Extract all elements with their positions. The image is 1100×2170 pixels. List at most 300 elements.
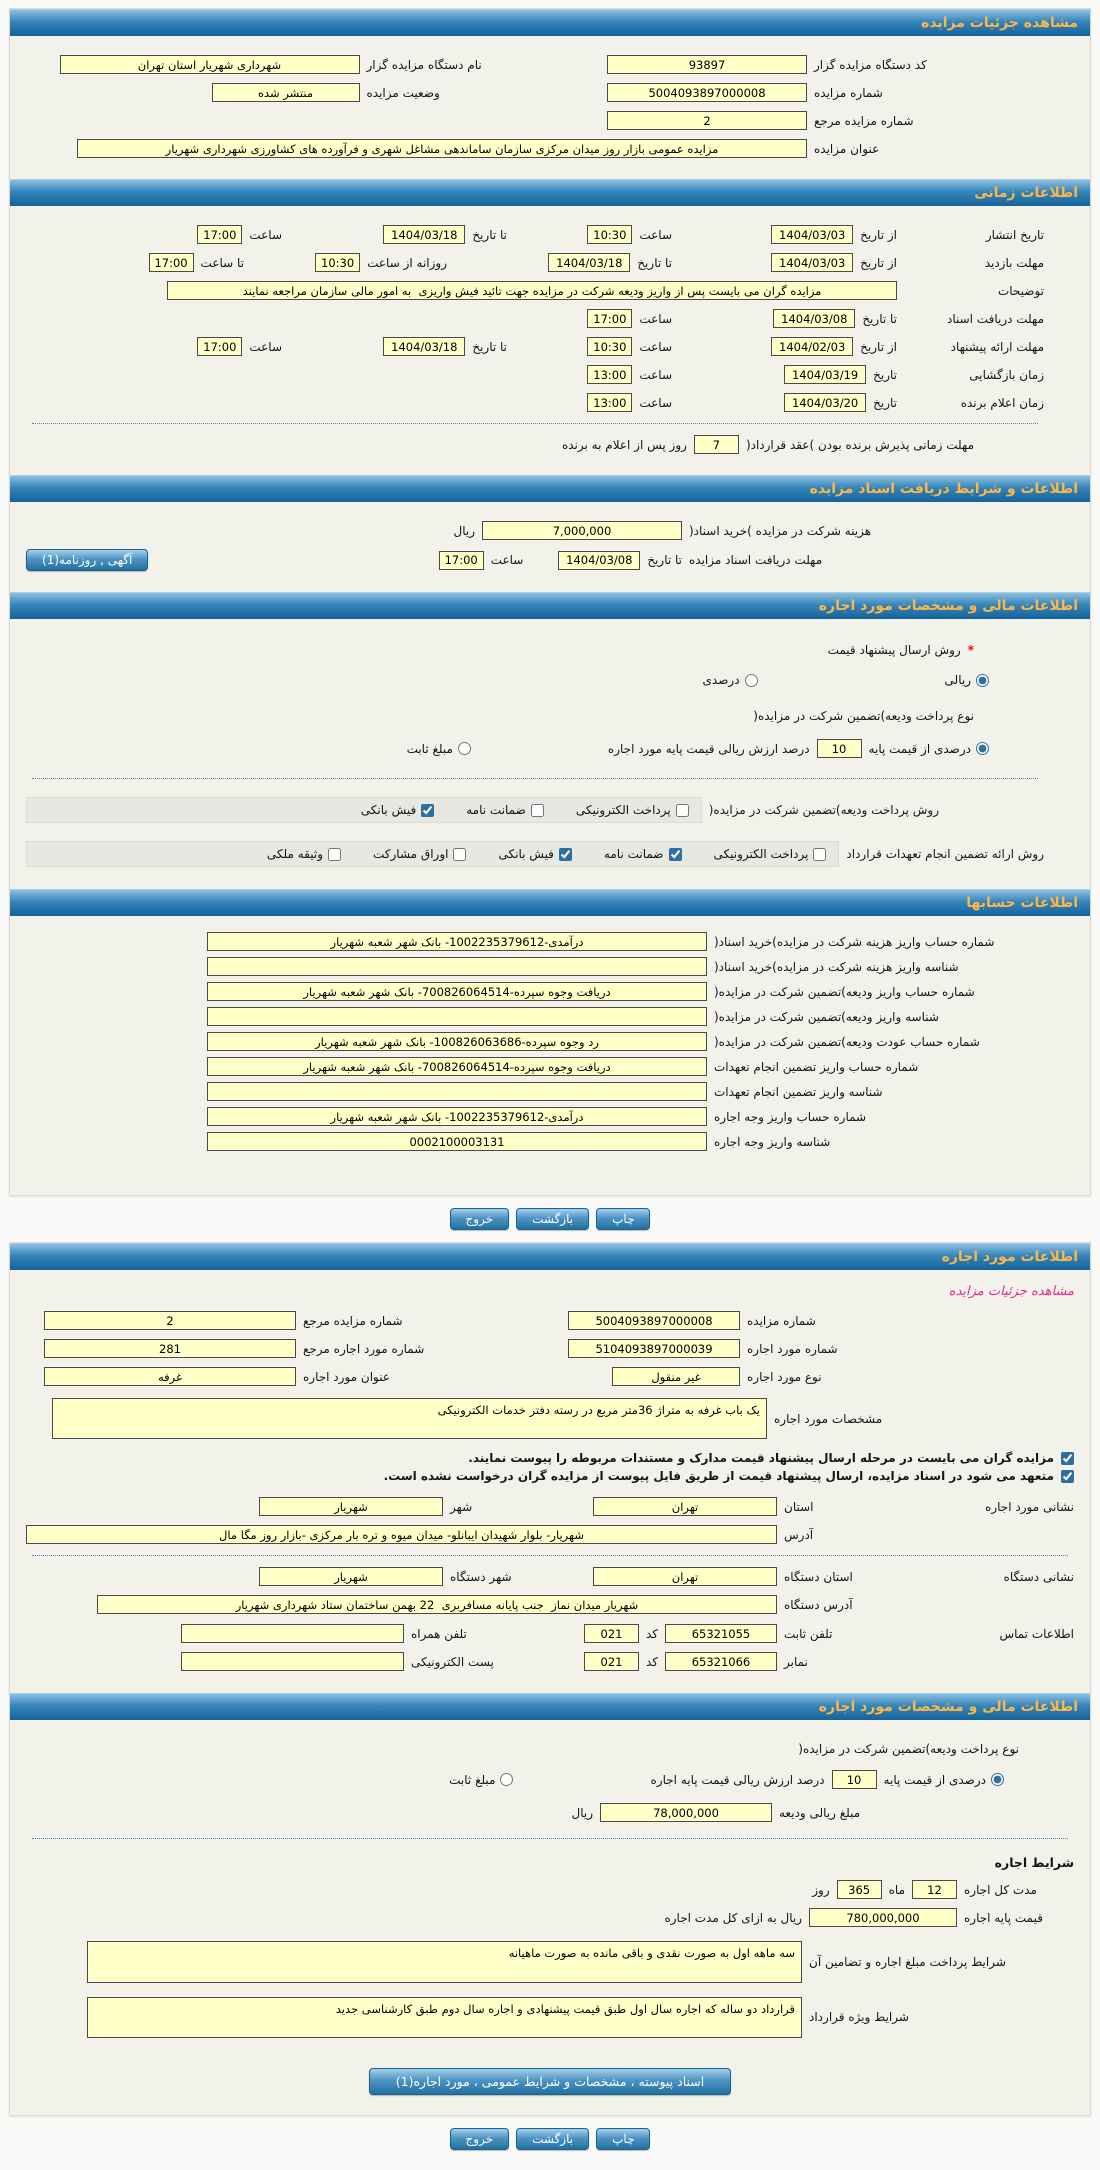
row-item-province-city (26, 1497, 894, 1516)
row-title (26, 139, 1044, 158)
email-label: پست الکترونیکی (410, 1654, 494, 1669)
offer-to-date-field[interactable] (383, 337, 465, 356)
deposit-bank-slip-label: فیش بانکی (360, 803, 417, 817)
opening-hour-label: ساعت (639, 367, 672, 382)
percent-of-base-label: درصدی از قیمت پایه (868, 741, 971, 756)
row-price-method-label (26, 643, 1044, 657)
item-type-label: نوع مورد اجاره (747, 1369, 822, 1384)
org-city-label: شهر دستگاه (450, 1569, 512, 1584)
accounts-section-title: اطلاعات حسابها (966, 895, 1078, 911)
row-winner (26, 393, 1044, 412)
deposit-account-field[interactable] (207, 982, 707, 1001)
guarantee-method-property[interactable] (267, 847, 341, 861)
row-acceptance (26, 435, 1044, 454)
item-percent-of-base-label: درصدی از قیمت پایه (883, 1772, 986, 1787)
percent-of-base-radio[interactable] (976, 742, 989, 755)
statement-no-file-checkbox[interactable] (1061, 1470, 1074, 1483)
offer-from-time-field[interactable] (587, 337, 632, 356)
statement-attach-docs-text: مزایده گران می بایست در مرحله ارسال پیشنهاد قیمت مدارک و مستندات مربوطه را پیوست نمایند. (468, 1451, 1054, 1466)
item-deposit-percent-suffix: درصد ارزش ریالی قیمت پایه اجاره (650, 1772, 825, 1787)
cell-device-name (26, 55, 532, 74)
publish-label: تاریخ انتشار (985, 227, 1044, 242)
account-row (26, 982, 1044, 1001)
deposit-amount-unit: ریال (571, 1805, 593, 1820)
mobile-label: تلفن همراه (410, 1626, 467, 1641)
exit-button-top[interactable]: خروج (450, 1208, 510, 1230)
rial-radio[interactable] (976, 674, 989, 687)
deposit-epay-checkbox[interactable] (676, 804, 689, 817)
cell-status (26, 83, 532, 102)
doc-receive-to-label: تا تاریخ (647, 553, 682, 567)
item-financial-form (10, 1720, 1090, 2115)
device-code-field[interactable] (607, 55, 807, 74)
back-button-bottom[interactable]: بازگشت (516, 2128, 589, 2150)
row-org-province-city (26, 1567, 894, 1586)
cell-item-ref (26, 1339, 453, 1358)
financial-section-title: اطلاعات مالی و مشخصات مورد اجاره (818, 598, 1078, 614)
item-auction-number-label: شماره مزایده (747, 1313, 816, 1328)
row-deposit-type-options (26, 739, 1044, 758)
publish-from-hour-label: ساعت (639, 227, 672, 242)
row-guarantee-methods (26, 841, 1044, 867)
deposit-bank-slip-checkbox[interactable] (421, 804, 434, 817)
acceptance-suffix: روز پس از اعلام به برنده (561, 437, 687, 452)
dotted-separator (32, 778, 1038, 779)
row-details-link (26, 1284, 1074, 1299)
row-item-specs (26, 1398, 1074, 1439)
auction-title-field[interactable] (77, 139, 807, 158)
special-terms-field[interactable] (87, 1997, 802, 2038)
item-city-label: شهر (450, 1499, 473, 1514)
row-publish (26, 225, 1044, 244)
guarantee-method-bank-slip[interactable] (498, 847, 571, 861)
attachments-row (26, 2052, 1074, 2103)
docs-section-title: اطلاعات و شرایط دریافت اسناد مزایده (809, 481, 1078, 497)
item-fixed-amount-label: مبلغ ثابت (449, 1772, 496, 1787)
org-province-label: استان دستگاه (784, 1569, 853, 1584)
timing-section-title: اطلاعات زمانی (974, 185, 1078, 201)
percent-radio[interactable] (745, 674, 758, 687)
fixed-amount-option[interactable] (407, 742, 471, 756)
phone-label: تلفن ثابت (784, 1626, 833, 1641)
rent-account-field[interactable] (207, 1107, 707, 1126)
item-title-field[interactable] (44, 1367, 296, 1386)
lease-month-unit: ماه (888, 1882, 905, 1897)
email-field[interactable] (181, 1652, 404, 1671)
row-lease-duration (26, 1880, 1074, 1899)
item-address-content (26, 1497, 894, 1544)
opening-label: زمان بازگشایی (969, 367, 1044, 382)
account-row (26, 1132, 1044, 1151)
offer-from-date-field[interactable] (771, 337, 853, 356)
acceptance-label: مهلت زمانی پذیرش برنده بودن )عقد قرارداد( (745, 437, 974, 452)
row-doc-fee (26, 521, 1044, 540)
phone-field[interactable] (665, 1624, 777, 1643)
doc-fee-account-label: شماره حساب واریز هزینه شرکت در مزایده)خرید اسناد( (714, 934, 995, 949)
row-item-auction-no (26, 1311, 1074, 1330)
account-row (26, 957, 1044, 976)
percent-option[interactable] (703, 673, 758, 687)
offer-to-label: تا تاریخ (472, 339, 507, 354)
item-percent-of-base-radio[interactable] (991, 1773, 1004, 1786)
doc-receive-hour-label: ساعت (490, 553, 524, 567)
section-header-accounts (10, 889, 1090, 916)
row-device (26, 55, 1044, 74)
deposit-epay-label: پرداخت الکترونیکی (575, 803, 671, 817)
org-address-label: آدرس دستگاه (784, 1597, 853, 1612)
item-address-field[interactable] (26, 1525, 777, 1544)
offer-to-hour-label: ساعت (249, 339, 282, 354)
item-address-label: آدرس (784, 1527, 814, 1542)
contact-content (26, 1624, 894, 1671)
lease-day-unit: روز (812, 1882, 830, 1897)
org-province-field[interactable] (593, 1567, 777, 1586)
exit-button-bottom[interactable]: خروج (450, 2128, 510, 2150)
org-address-group-label: نشانی دستگاه (1003, 1570, 1074, 1585)
doc-fee-unit: ریال (453, 523, 475, 538)
deposit-payment-id-label: شناسه واریز ودیعه)تضمین شرکت در مزایده( (714, 1009, 939, 1024)
lease-base-price-field[interactable] (809, 1908, 957, 1927)
auction-ref-number-field[interactable] (607, 111, 807, 130)
winner-label: زمان اعلام برنده (960, 395, 1044, 410)
doc-fee-account-field[interactable] (207, 932, 707, 951)
auction-number-label: شماره مزایده (814, 85, 883, 100)
newspaper-ad-button[interactable]: آگهی , روزنامه(1) (26, 549, 148, 571)
guarantee-epay-checkbox[interactable] (813, 848, 826, 861)
offer-label: مهلت ارائه پیشنهاد (950, 339, 1044, 354)
visit-to-hour-label: تا ساعت (200, 255, 244, 270)
doc-deadline-to-label: تا تاریخ (862, 311, 897, 326)
section-header-financial (10, 592, 1090, 619)
opening-date-label: تاریخ (873, 367, 897, 382)
offer-from-hour-label: ساعت (639, 339, 672, 354)
back-button-top[interactable]: بازگشت (516, 1208, 589, 1230)
doc-deadline-label: مهلت دریافت اسناد (946, 311, 1044, 326)
visit-to-time-field[interactable] (149, 253, 194, 272)
notes-label: توضیحات (997, 283, 1044, 298)
phone-code-label: کد (645, 1626, 658, 1641)
notes-field[interactable] (167, 281, 897, 300)
item-percent-of-base-option[interactable] (884, 1773, 1004, 1787)
visit-label: مهلت بازدید (984, 255, 1044, 270)
cell-ref-no (535, 111, 1044, 130)
row-visit (26, 253, 1044, 272)
item-fixed-amount-radio[interactable] (500, 1773, 513, 1786)
print-button-top[interactable]: چاپ (596, 1208, 650, 1230)
item-title-label: عنوان مورد اجاره (303, 1369, 391, 1384)
section-header-rental-item (10, 1243, 1090, 1270)
auction-title-label: عنوان مزایده (814, 141, 880, 156)
guarantee-bonds-checkbox[interactable] (453, 848, 466, 861)
row-doc-deadline (26, 309, 1044, 328)
device-code-label: کد دستگاه مزایده گزار (814, 57, 927, 72)
deposit-amount-field[interactable] (600, 1803, 772, 1822)
item-auction-ref-label: شماره مزایده مرجع (303, 1313, 403, 1328)
doc-deadline-time-field[interactable] (587, 309, 632, 328)
rental-item-form (10, 1270, 1090, 1693)
org-city-field[interactable] (259, 1567, 443, 1586)
general-info-form (10, 36, 1090, 179)
panel1-actions (9, 1196, 1091, 1242)
row-lease-base-price (26, 1908, 1074, 1927)
opening-time-field[interactable] (587, 365, 632, 384)
deposit-methods-strip (26, 797, 702, 823)
deposit-method-label: روش پرداخت ودیعه)تضمین شرکت در مزایده( (708, 803, 939, 817)
rental-item-section-title: اطلاعات مورد اجاره (941, 1249, 1078, 1265)
section-header-docs (10, 475, 1090, 502)
guarantee-method-label: روش ارائه تضمین انجام تعهدات قرارداد (846, 847, 1044, 861)
item-city-field[interactable] (259, 1497, 443, 1516)
phone-code-field[interactable] (584, 1624, 639, 1643)
row-fax (26, 1652, 894, 1671)
doc-fee-field[interactable] (482, 521, 682, 540)
deposit-payment-id-field[interactable] (207, 1007, 707, 1026)
item-specs-label: مشخصات مورد اجاره (774, 1411, 883, 1426)
row-item-type (26, 1367, 1074, 1386)
deposit-method-epay[interactable] (576, 803, 689, 817)
item-fixed-amount-option[interactable] (449, 1773, 513, 1787)
item-auction-ref-field[interactable] (44, 1311, 296, 1330)
payment-terms-field[interactable] (87, 1941, 802, 1982)
row-item-address (26, 1525, 894, 1544)
doc-fee-payment-id-field[interactable] (207, 957, 707, 976)
lease-base-price-label: قیمت پایه اجاره (964, 1910, 1043, 1925)
guarantee-bank-slip-label: فیش بانکی (498, 847, 554, 861)
publish-from-label: از تاریخ (860, 227, 897, 242)
acceptance-days-field[interactable] (694, 435, 739, 454)
dotted-separator (32, 423, 1038, 424)
doc-fee-payment-id-label: شناسه واریز هزینه شرکت در مزایده)خرید اسناد( (714, 959, 959, 974)
deposit-account-label: شماره حساب واریز ودیعه)تضمین شرکت در مزایده( (714, 984, 975, 999)
row-lease-heading (26, 1855, 1074, 1870)
item-number-field[interactable] (568, 1339, 740, 1358)
winner-time-field[interactable] (587, 393, 632, 412)
guarantee-letter-checkbox[interactable] (669, 848, 682, 861)
row-special-terms (26, 1997, 1074, 2038)
guarantee-method-letter[interactable] (604, 847, 682, 861)
section-header-view-details (10, 9, 1090, 36)
print-button-bottom[interactable]: چاپ (596, 2128, 650, 2150)
visit-to-date-field[interactable] (548, 253, 630, 272)
rial-option[interactable] (945, 673, 989, 687)
doc-receive-date-field[interactable] (558, 551, 640, 570)
publish-from-date-field[interactable] (771, 225, 853, 244)
visit-from-date-field[interactable] (771, 253, 853, 272)
fax-code-field[interactable] (584, 1652, 639, 1671)
rent-payment-id-field[interactable] (207, 1132, 707, 1151)
guarantee-property-checkbox[interactable] (328, 848, 341, 861)
fax-code-label: کد (645, 1654, 658, 1669)
section-header-item-financial (10, 1693, 1090, 1720)
winner-date-field[interactable] (784, 393, 866, 412)
deposit-guarantee-letter-label: ضمانت نامه (466, 803, 526, 817)
financial-form (10, 619, 1090, 889)
offer-to-time-field[interactable] (197, 337, 242, 356)
deposit-percent-field[interactable] (817, 739, 862, 758)
fax-field[interactable] (665, 1652, 777, 1671)
visit-daily-label: روزانه از ساعت (367, 255, 447, 270)
account-row (26, 1032, 1044, 1051)
row-statement-attach-docs (26, 1451, 1074, 1465)
obligation-payment-id-field[interactable] (207, 1082, 707, 1101)
deposit-type-label: نوع پرداخت ودیعه)تضمین شرکت در مزایده( (753, 709, 974, 723)
row-deposit-type-label (26, 709, 1044, 723)
guarantee-method-epay[interactable] (714, 847, 827, 861)
account-row (26, 1057, 1044, 1076)
item-specs-field[interactable] (52, 1398, 767, 1439)
obligation-account-field[interactable] (207, 1057, 707, 1076)
item-deposit-percent-field[interactable] (832, 1770, 877, 1789)
item-number-label: شماره مورد اجاره (747, 1341, 838, 1356)
visit-to-label: تا تاریخ (637, 255, 672, 270)
statement-no-file-text: متعهد می شود در اسناد مزایده، ارسال پیشنهاد قیمت از طریق فایل پیوست از مزایده گران درخواست نشده است. (383, 1469, 1054, 1484)
device-name-field[interactable] (60, 55, 360, 74)
lease-terms-heading: شرایط اجاره (994, 1855, 1074, 1871)
doc-deadline-hour-label: ساعت (639, 311, 672, 326)
cell-item-auction-ref (26, 1311, 453, 1330)
item-address-group-label: نشانی مورد اجاره (985, 1500, 1074, 1515)
visit-from-label: از تاریخ (860, 255, 897, 270)
row-ref-no (26, 111, 1044, 130)
row-org-address (26, 1595, 894, 1614)
item-province-label: استان (784, 1499, 814, 1514)
publish-to-label: تا تاریخ (472, 227, 507, 242)
special-terms-label: شرایط ویژه قرارداد (809, 2010, 909, 2025)
account-row (26, 1082, 1044, 1101)
item-type-field[interactable] (612, 1367, 740, 1386)
auction-number-field[interactable] (607, 83, 807, 102)
deposit-refund-account-label: شماره حساب عودت ودیعه)تضمین شرکت در مزایده( (714, 1034, 980, 1049)
opening-date-field[interactable] (784, 365, 866, 384)
timing-form (10, 206, 1090, 475)
winner-hour-label: ساعت (639, 395, 672, 410)
publish-from-time-field[interactable] (587, 225, 632, 244)
row-notes (26, 281, 1044, 300)
deposit-amount-label: مبلغ ریالی ودیعه (779, 1805, 861, 1820)
item-auction-number-field[interactable] (568, 1311, 740, 1330)
docs-form (10, 502, 1090, 592)
doc-receive-deadline-label: مهلت دریافت اسناد مزایده (689, 553, 823, 567)
row-statement-no-file (26, 1469, 1074, 1483)
guarantee-property-label: وثیقه ملکی (266, 847, 324, 861)
item-deposit-type-label: نوع پرداخت ودیعه)تضمین شرکت در مزایده( (798, 1742, 1019, 1757)
visit-from-time-field[interactable] (315, 253, 360, 272)
percent-of-base-option[interactable] (869, 742, 989, 756)
rent-payment-id-label: شناسه واریز وجه اجاره (714, 1134, 831, 1149)
row-auction-no (26, 83, 1044, 102)
deposit-percent-suffix: درصد ارزش ریالی قیمت پایه مورد اجاره (607, 741, 810, 756)
device-name-label: نام دستگاه مزایده گزار (366, 57, 482, 72)
section-header-timing (10, 179, 1090, 206)
required-asterisk: * (967, 643, 974, 657)
row-price-method-options (26, 673, 1044, 687)
winner-date-label: تاریخ (873, 395, 897, 410)
deposit-method-guarantee-letter[interactable] (466, 803, 544, 817)
org-address-content (26, 1567, 894, 1614)
publish-to-date-field[interactable] (383, 225, 465, 244)
mobile-field[interactable] (181, 1624, 404, 1643)
publish-to-hour-label: ساعت (249, 227, 282, 242)
guarantee-letter-label: ضمانت نامه (603, 847, 664, 861)
row-doc-receive-deadline (26, 549, 1044, 571)
account-row (26, 1007, 1044, 1026)
fixed-amount-label: مبلغ ثابت (406, 741, 453, 756)
cell-item-title (26, 1367, 453, 1386)
obligation-payment-id-label: شناسه واریز تضمین انجام تعهدات (714, 1084, 883, 1099)
accounts-form (10, 916, 1090, 1195)
guarantee-epay-label: پرداخت الکترونیکی (713, 847, 809, 861)
item-province-field[interactable] (593, 1497, 777, 1516)
item-address-group (26, 1497, 1074, 1544)
item-financial-section-title: اطلاعات مالی و مشخصات مورد اجاره (818, 1699, 1078, 1716)
auction-status-label: وضعیت مزایده (366, 85, 440, 100)
auction-ref-number-label: شماره مزایده مرجع (814, 113, 914, 128)
attachments-button[interactable]: اسناد پیوسته ، مشخصات و شرایط عمومی ، مورد اجاره(1) (369, 2068, 731, 2095)
cell-item-type (460, 1367, 887, 1386)
rental-item-panel (9, 1242, 1091, 2116)
guarantee-method-bonds[interactable] (373, 847, 466, 861)
doc-receive-time-field[interactable] (439, 551, 484, 570)
cell-item-auction-no (460, 1311, 887, 1330)
cell-item-no (460, 1339, 887, 1358)
org-address-group (26, 1567, 1074, 1614)
contact-group (26, 1624, 1074, 1671)
payment-terms-label: شرایط پرداخت مبلغ اجاره و تضامین آن (809, 1955, 1006, 1970)
guarantee-bonds-label: اوراق مشارکت (373, 847, 449, 861)
org-address-field[interactable] (97, 1595, 777, 1614)
view-auction-details-link[interactable]: مشاهده جزئیات مزایده (948, 1284, 1074, 1299)
fax-label: نمابر (784, 1654, 808, 1669)
item-ref-field[interactable] (44, 1339, 296, 1358)
lease-duration-label: مدت کل اجاره (964, 1882, 1037, 1897)
account-row (26, 932, 1044, 951)
row-item-no (26, 1339, 1074, 1358)
item-ref-label: شماره مورد اجاره مرجع (303, 1341, 425, 1356)
rent-account-label: شماره حساب واریز وجه اجاره (714, 1109, 867, 1124)
publish-to-time-field[interactable] (197, 225, 242, 244)
dotted-separator (32, 1838, 1068, 1839)
deposit-method-bank-slip[interactable] (361, 803, 434, 817)
account-row (26, 1107, 1044, 1126)
offer-from-label: از تاریخ (860, 339, 897, 354)
cell-device-code (539, 55, 1045, 74)
row-offer (26, 337, 1044, 356)
lease-months-field[interactable] (912, 1880, 957, 1899)
deposit-guarantee-letter-checkbox[interactable] (531, 804, 544, 817)
row-phone (26, 1624, 894, 1643)
doc-fee-label: هزینه شرکت در مزایده )خرید اسناد( (689, 523, 872, 538)
auction-status-field[interactable] (212, 83, 360, 102)
obligation-account-label: شماره حساب واریز تضمین انجام تعهدات (714, 1059, 919, 1074)
row-deposit-methods (26, 797, 1044, 823)
cell-auction-no (539, 83, 1045, 102)
page-title: مشاهده جزئیات مزایده (921, 15, 1078, 31)
auction-details-panel (9, 8, 1091, 1196)
row-deposit-amount (26, 1803, 1074, 1822)
row-item-deposit-type-label (26, 1742, 1074, 1756)
spacer (26, 1157, 1044, 1183)
statement-attach-docs-checkbox[interactable] (1061, 1452, 1074, 1465)
row-opening (26, 365, 1044, 384)
fixed-amount-radio[interactable] (458, 742, 471, 755)
doc-deadline-date-field[interactable] (773, 309, 855, 328)
guarantee-bank-slip-checkbox[interactable] (559, 848, 572, 861)
deposit-refund-account-field[interactable] (207, 1032, 707, 1051)
percent-option-label: درصدی (702, 673, 740, 687)
lease-days-field[interactable] (837, 1880, 882, 1899)
price-method-label: روش ارسال پیشنهاد قیمت (827, 643, 961, 657)
contact-group-label: اطلاعات تماس (999, 1627, 1074, 1642)
